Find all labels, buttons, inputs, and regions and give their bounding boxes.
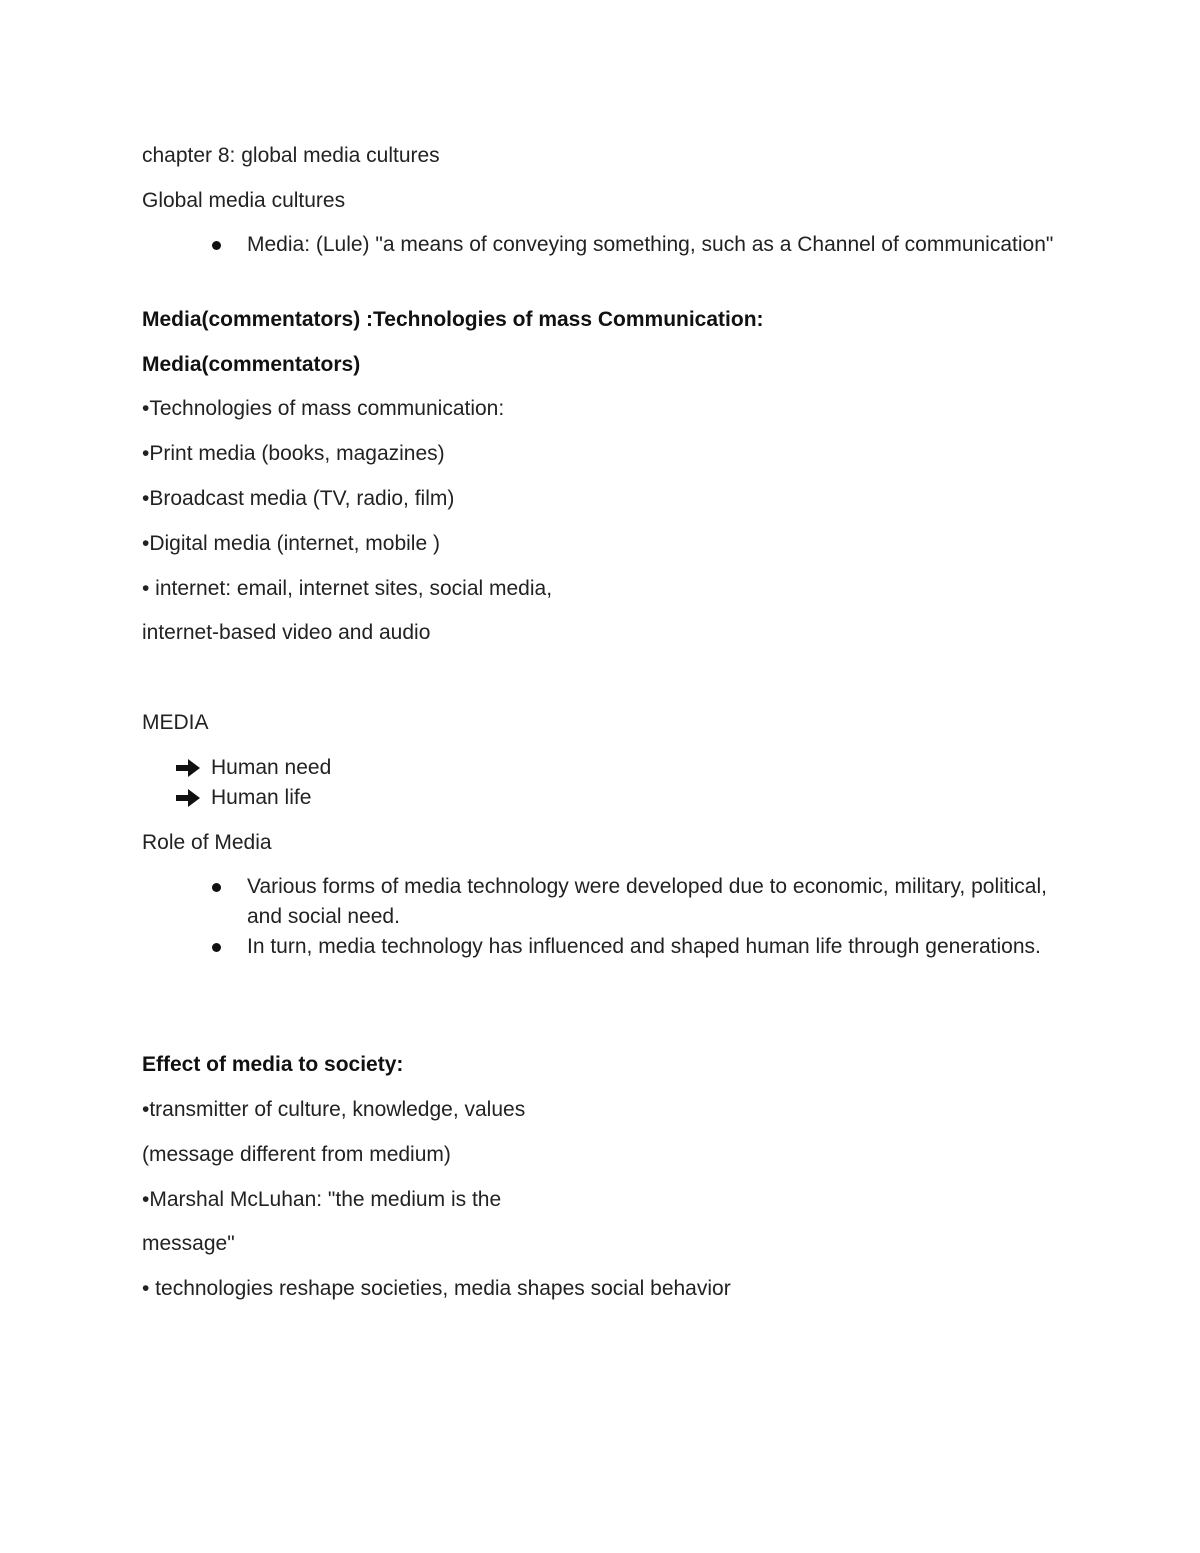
definition-bullet-text: Media: (Lule) "a means of conveying something, such as a Channel of communication" bbox=[247, 233, 1054, 256]
tech-line: •Technologies of mass communication: bbox=[142, 397, 505, 420]
effect-line: message" bbox=[142, 1232, 235, 1255]
effect-line: •Marshal McLuhan: "the medium is the bbox=[142, 1188, 502, 1211]
arrow-right-icon bbox=[175, 756, 201, 780]
bullet-icon bbox=[212, 241, 221, 250]
tech-line: internet-based video and audio bbox=[142, 621, 431, 644]
tech-line: • internet: email, internet sites, social media, bbox=[142, 577, 553, 600]
list-item bbox=[142, 783, 742, 813]
chapter-title: chapter 8: global media cultures bbox=[142, 144, 440, 167]
list-item bbox=[142, 932, 1102, 992]
list-item bbox=[142, 230, 1102, 290]
section-title: Global media cultures bbox=[142, 189, 346, 212]
role-bullet-text: Various forms of media technology were developed due to economic, military, political, and social need. bbox=[247, 875, 1047, 928]
tech-line: •Digital media (internet, mobile ) bbox=[142, 532, 440, 555]
media-arrow-item: Human life bbox=[211, 786, 312, 809]
effect-line: • technologies reshape societies, media shapes social behavior bbox=[142, 1277, 731, 1300]
tech-line: •Broadcast media (TV, radio, film) bbox=[142, 487, 455, 510]
bullet-icon bbox=[212, 883, 221, 892]
role-bullet-text: In turn, media technology has influenced and shaped human life through generations. bbox=[247, 935, 1041, 958]
heading-media-technologies: Media(commentators) :Technologies of mass Communication: bbox=[142, 308, 764, 331]
list-item bbox=[142, 753, 742, 783]
effect-heading: Effect of media to society: bbox=[142, 1053, 404, 1076]
tech-line: •Print media (books, magazines) bbox=[142, 442, 445, 465]
bullet-icon bbox=[212, 943, 221, 952]
media-arrow-item: Human need bbox=[211, 756, 332, 779]
list-item bbox=[142, 872, 1102, 932]
heading-media-commentators: Media(commentators) bbox=[142, 353, 361, 376]
effect-line: (message different from medium) bbox=[142, 1143, 451, 1166]
media-label: MEDIA bbox=[142, 711, 209, 734]
arrow-right-icon bbox=[175, 786, 201, 810]
effect-line: •transmitter of culture, knowledge, values bbox=[142, 1098, 526, 1121]
role-title: Role of Media bbox=[142, 831, 272, 854]
